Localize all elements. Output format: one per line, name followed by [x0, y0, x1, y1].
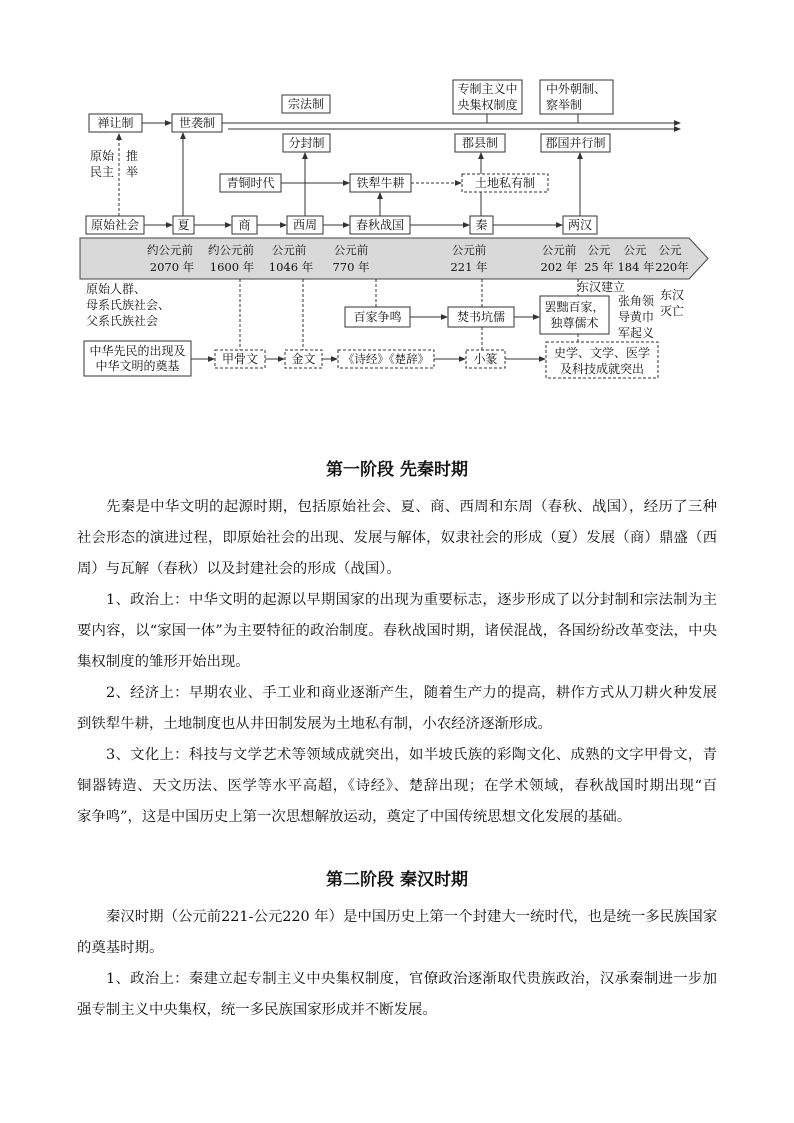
- node-bronze: [220, 174, 281, 192]
- paragraph-line: 2、经济上：早期农业、手工业和商业逐渐产生，随着生产力的提高，耕作方式从刀耕火种发展: [106, 685, 717, 701]
- event-eastern-han-founded: 东汉建立: [577, 280, 626, 294]
- era-western-zhou: [287, 216, 323, 234]
- node-fenfeng: [283, 134, 330, 152]
- node-achievements: [546, 342, 658, 378]
- democracy-label-1: 原始: [90, 149, 115, 163]
- paragraph-line: 要内容，以“家国一体”为主要特征的政治制度。春秋战国时期，诸侯混战，各国纷纷改革变法，中央: [77, 623, 717, 639]
- section-2-body: [77, 902, 717, 1026]
- section-2-heading: 第二阶段 秦汉时期: [326, 870, 468, 890]
- paragraph-line: 社会形态的演进过程，即原始社会的出现、发展与解体，奴隶社会的形成（夏）发展（商）鼎盛（西: [77, 530, 717, 546]
- node-junguo-label: 郡国并行制: [545, 136, 606, 150]
- node-shixi-label: 世袭制: [178, 116, 216, 130]
- event-yellow-turban-3: 军起义: [618, 326, 655, 340]
- date-prefix: 公元前: [451, 243, 487, 257]
- paragraph-line: 秦汉时期（公元前221-公元220 年）是中国历史上第一个封建大一统时代，也是统一多民族国家: [106, 909, 717, 925]
- node-junxian-label: 郡县制: [461, 136, 499, 150]
- election-label-1: 推: [126, 149, 139, 163]
- paragraph-line: 集权制度的雏形开始出现。: [77, 654, 250, 670]
- node-iron: [350, 174, 411, 192]
- date-prefix: 公元: [658, 243, 682, 257]
- era-label: 原始社会: [90, 218, 140, 232]
- node-zongfa: [282, 95, 330, 113]
- date-prefix: 公元前: [333, 243, 369, 257]
- date-year: 1600 年: [209, 260, 255, 274]
- date-year: 220年: [655, 260, 689, 274]
- node-xiaozhuan-label: 小篆: [473, 352, 498, 366]
- node-junxian: [455, 134, 505, 152]
- date-year: 770 年: [332, 260, 370, 274]
- node-fenfeng-label: 分封制: [288, 136, 325, 150]
- paragraph-line: 的奠基时期。: [77, 940, 164, 956]
- era-shang: [232, 216, 257, 234]
- era-label: 秦: [475, 218, 488, 232]
- node-origin: [84, 341, 191, 376]
- date-prefix: 公元: [623, 243, 647, 257]
- node-baijia-label: 百家争鸣: [353, 310, 402, 324]
- node-zhuanzhi-line2: 央集权制度: [457, 98, 518, 112]
- date-year: 1046 年: [268, 260, 314, 274]
- node-origin-line1: 中华先民的出现及: [89, 344, 186, 358]
- date-prefix: 约公元前: [147, 243, 193, 257]
- date-prefix: 公元前: [541, 243, 577, 257]
- node-jinwen-label: 金文: [291, 352, 316, 366]
- node-zongfa-label: 宗法制: [287, 97, 325, 111]
- node-junguo: [541, 134, 610, 152]
- paragraph-line: 铜器铸造、天文历法、医学等水平高超，《诗经》、楚辞出现；在学术领域，春秋战国时期出现“百: [77, 778, 717, 794]
- node-shanrang: [89, 114, 142, 132]
- paragraph-line: 1、政治上：中华文明的起源以早期国家的出现为重要标志，逐步形成了以分封制和宗法制为主: [106, 592, 717, 608]
- date-prefix: 约公元前: [208, 243, 254, 257]
- node-shanrang-label: 禅让制: [97, 116, 134, 130]
- era-label: 两汉: [567, 218, 593, 232]
- era-primitive: [86, 216, 144, 234]
- node-jiagu-label: 甲骨文: [221, 352, 259, 366]
- society-stage: 母系氏族社会、: [86, 298, 171, 312]
- node-bachu: [540, 296, 609, 334]
- node-bachu-line2: 独尊儒术: [550, 316, 599, 330]
- era-label: 春秋战国: [355, 218, 405, 232]
- node-zhongwai-line2: 察举制: [546, 98, 583, 112]
- node-jiagu: [215, 350, 265, 368]
- node-jinwen: [285, 350, 322, 368]
- node-bachu-line1: 罢黜百家，: [544, 300, 605, 314]
- paragraph-line: 先秦是中华文明的起源时期，包括原始社会、夏、商、西周和东周（春秋、战国），经历了三种: [106, 499, 717, 515]
- era-label: 夏: [177, 218, 190, 232]
- event-yellow-turban-1: 张角领: [618, 294, 655, 308]
- node-achievements-line1: 史学、文学、医学: [553, 346, 651, 360]
- paragraph-line: 强专制主义中央集权，统一多民族国家形成并不断发展。: [77, 1002, 437, 1018]
- event-eastern-han-fall-1: 东汉: [660, 288, 685, 302]
- node-fenshu: [448, 307, 514, 327]
- era-spring-autumn-warring: [350, 216, 410, 234]
- node-zhongwai: [540, 80, 613, 114]
- node-zhuanzhi-line1: 专制主义中: [457, 82, 518, 96]
- paragraph-line: 家争鸣”，这是中国历史上第一次思想解放运动，奠定了中国传统思想文化发展的基础。: [77, 809, 632, 825]
- node-bronze-label: 青铜时代: [226, 176, 275, 190]
- node-baijia: [345, 307, 410, 327]
- node-shijing: [338, 350, 434, 368]
- node-fenshu-label: 焚书坑儒: [456, 310, 506, 324]
- paragraph-line: 周）与瓦解（春秋）以及封建社会的形成（战国）。: [77, 561, 401, 577]
- date-year: 2070 年: [149, 260, 195, 274]
- society-stage: 原始人群、: [86, 282, 147, 296]
- event-eastern-han-fall-2: 灭亡: [660, 304, 685, 318]
- node-land-label: 土地私有制: [474, 176, 536, 190]
- era-han: [563, 216, 597, 234]
- section-1-body: [77, 492, 717, 833]
- society-stage: 父系氏族社会: [86, 314, 159, 328]
- node-shijing-label: 《诗经》《楚辞》: [342, 352, 430, 366]
- paragraph-line: 到铁犁牛耕，土地制度也从井田制发展为土地私有制，小农经济逐渐形成。: [77, 716, 552, 732]
- era-label: 西周: [292, 218, 318, 232]
- node-shixi: [172, 114, 222, 132]
- date-prefix: 公元: [587, 243, 611, 257]
- node-zhongwai-line1: 中外朝制、: [546, 82, 607, 96]
- node-land: [462, 174, 548, 192]
- node-xiaozhuan: [466, 350, 505, 368]
- node-iron-label: 铁犁牛耕: [356, 176, 405, 190]
- date-year: 25 年: [584, 260, 614, 274]
- paragraph-line: 1、政治上：秦建立起专制主义中央集权制度，官僚政治逐渐取代贵族政治，汉承秦制进一步加: [106, 971, 717, 987]
- date-year: 202 年: [540, 260, 578, 274]
- date-year: 221 年: [450, 260, 488, 274]
- democracy-label-2: 民主: [90, 165, 115, 179]
- date-prefix: 公元前: [271, 243, 307, 257]
- era-label: 商: [238, 218, 251, 232]
- paragraph-line: 3、文化上：科技与文学艺术等领域成就突出，如半坡氏族的彩陶文化、成熟的文字甲骨文，青: [106, 747, 717, 763]
- node-zhuanzhi: [453, 80, 522, 114]
- election-label-2: 举: [126, 165, 139, 179]
- era-xia: [173, 216, 194, 234]
- event-yellow-turban-2: 导黄巾: [618, 310, 655, 324]
- node-achievements-line2: 及科技成就突出: [559, 362, 645, 376]
- node-origin-line2: 中华文明的奠基: [95, 359, 180, 373]
- history-timeline-diagram: [0, 0, 794, 400]
- era-qin: [470, 216, 493, 234]
- section-1-heading: 第一阶段 先秦时期: [326, 460, 468, 480]
- date-year: 184 年: [617, 260, 655, 274]
